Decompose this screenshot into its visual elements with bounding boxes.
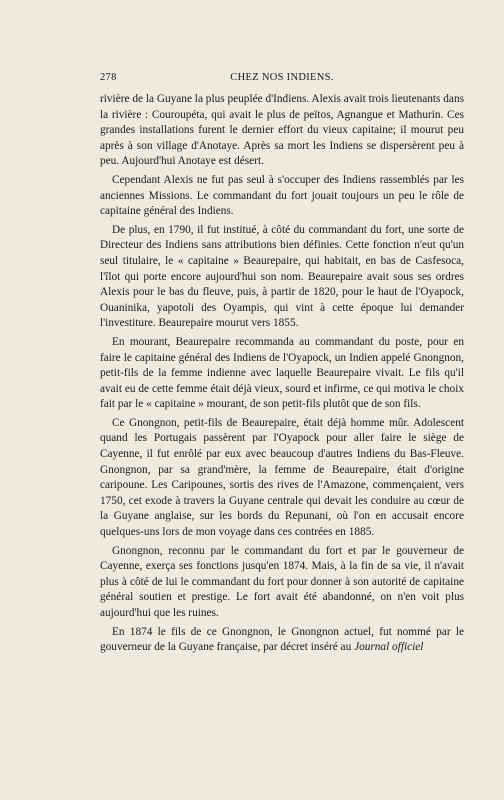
paragraph: Gnongnon, reconnu par le commandant du fort et par le gouverneur de Cayenne, exerça ses fonctions jusqu'en 1874. Mais, à la fin de sa vie, il n'avait plus à côté de lui le commandant du fort pour donner à son autorité de capitaine général soutien et prestige. Le fort avait été abandonné, on n'en voit plus aujourd'hui que les ruines. bbox=[100, 544, 464, 619]
running-header bbox=[100, 72, 464, 86]
paragraph: rivière de la Guyane la plus peuplée d'Indiens. Alexis avait trois lieutenants dans la rivière : Couroupéta, qui avait le plus de peïtos, Agnangue et Mathurin. Ces grandes installations furent le dernier effort du vieux capitaine; il mourut peu après à son village d'Anotaye. Après sa mort les Indiens se dispersèrent peu à peu. Aujourd'hui Anotaye est désert. bbox=[100, 93, 464, 168]
paragraph: Cependant Alexis ne fut pas seul à s'occuper des Indiens rassemblés par les anciennes Missions. Le commandant du fort jouait toujours un peu le rôle de capitaine général des Indiens. bbox=[100, 173, 464, 218]
paragraph: En mourant, Beaurepaire recommanda au commandant du poste, pour en faire le capitaine général des Indiens de l'Oyapock, un Indien appelé Gnongnon, petit-fils de la femme indienne avec laquelle Beaurepaire vivait. Le fils qu'il avait eu de cette femme était déjà vieux, sourd et infirme, ce qui motiva le choix fait par le « capitaine » mourant, de son petit-fils plutôt que de son fils. bbox=[100, 335, 464, 411]
paragraph: De plus, en 1790, il fut institué, à côté du commandant du fort, une sorte de Directeur des Indiens sans attributions bien définies. Cette fonction n'eut qu'un seul titulaire, le « capitaine » Beaurepaire, qui habitait, en bas de Casfesoca, l'îlot qui porte encore aujourd'hui son nom. Beaurepaire avait sous ses ordres Alexis pour le bas du fleuve, puis, à partir de 1820, pour le haut de l'Oyapock, Ouaninika, yapotoli des Oyampis, qui vint à cette époque lui demander l'investiture. Beaurepaire mourut vers 1855. bbox=[100, 223, 464, 330]
italic-journal-title: Journal officiel bbox=[354, 641, 424, 654]
paragraph: Ce Gnongnon, petit-fils de Beaurepaire, était déjà homme mûr. Adolescent quand les Portugais passèrent par l'Oyapock pour aller faire le siège de Cayenne, il fut enrôlé par eux avec beaucoup d'autres Indiens du Bas-Fleuve. Gnongnon, par sa grand'mère, la femme de Beaurepaire, était d'origine caripoune. Les Caripounes, sortis des rives de l'Amazone, commençaient, vers 1750, cet exode à travers la Guyane centrale qui devait les conduire au cœur de la Guyane anglaise, sur les bords du Repunani, où l'on en accusait encore quelques-uns lors de mon voyage dans ces contrées en 1885. bbox=[100, 416, 464, 539]
paragraph-last bbox=[100, 625, 464, 656]
running-title: CHEZ NOS INDIENS. bbox=[230, 72, 334, 83]
page-number: 278 bbox=[100, 72, 117, 83]
paragraph-last-text: En 1874 le fils de ce Gnongnon, le Gnongnon actuel, fut nommé par le gouverneur de la Guyane française, par décret inséré au bbox=[100, 625, 464, 654]
page-body bbox=[100, 92, 464, 659]
